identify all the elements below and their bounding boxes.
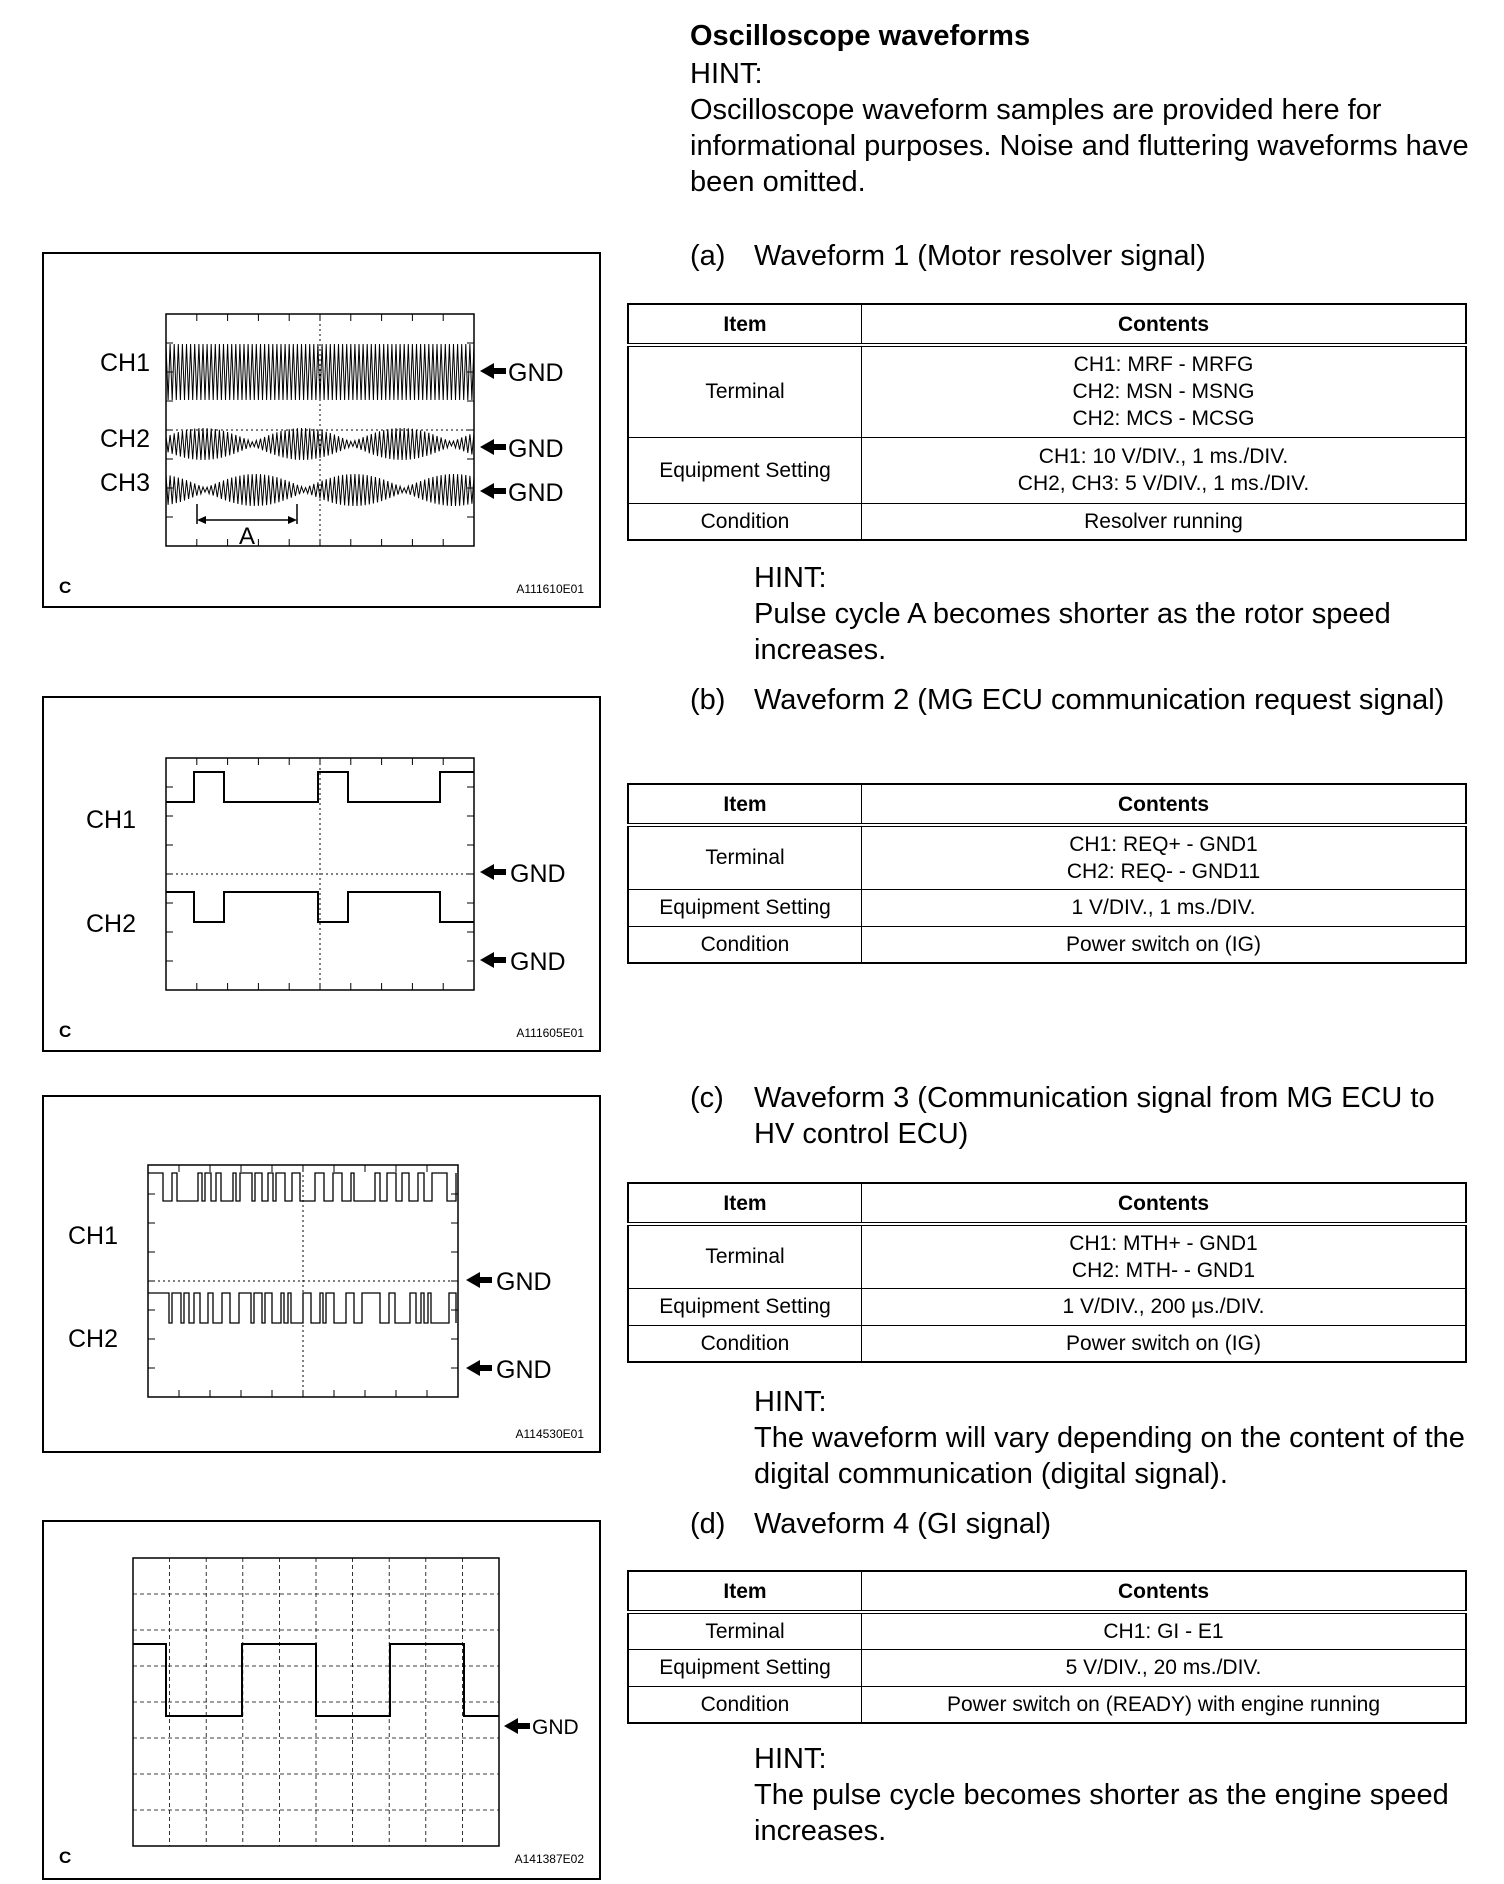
arrow-left-icon: [480, 864, 506, 880]
waveform-1-heading: [690, 238, 1470, 278]
channel-label: CH2: [86, 910, 137, 938]
waveform-1-svg: [44, 254, 599, 606]
hint-label: HINT:: [754, 562, 827, 594]
waveform-3-heading: [690, 1080, 1470, 1156]
contents-line: CH2, CH3: 5 V/DIV., 1 ms./DIV.: [1017, 472, 1310, 495]
table-cell-item: Terminal: [628, 1612, 862, 1649]
arrow-left-icon: [480, 439, 506, 455]
gnd-label: GND: [508, 479, 564, 507]
waveform-3-hint: [754, 1384, 1474, 1492]
table-cell-contents: Resolver running: [862, 503, 1467, 540]
figure-id: A114530E01: [515, 1427, 584, 1441]
intro-text: Oscilloscope waveform samples are provided here for informational purposes. Noise and fluttering waveforms have been omitted.: [690, 94, 1469, 198]
table-cell-item: Condition: [628, 1686, 862, 1723]
arrow-left-icon: [466, 1272, 492, 1288]
contents-line: CH2: REQ- - GND11: [1066, 859, 1261, 883]
table-header-contents: Contents: [862, 304, 1467, 345]
hint-label: HINT:: [690, 58, 763, 90]
waveform-1-table: [627, 303, 1467, 541]
waveform-2-heading: [690, 682, 1470, 758]
channel-label: CH2: [100, 425, 151, 453]
channel-label: CH3: [100, 469, 151, 497]
section-intro: [690, 56, 1480, 200]
ch2-trace: [166, 892, 474, 922]
channel-label: CH1: [100, 349, 151, 377]
waveform-traces: [148, 1173, 456, 1323]
gnd-label: GND: [508, 359, 564, 387]
table-cell-item: Equipment Setting: [628, 1649, 862, 1686]
waveform-4-svg: [44, 1522, 599, 1878]
waveform-2-title: Waveform 2 (MG ECU communication request signal): [754, 684, 1445, 716]
table-cell-contents: 1 V/DIV., 1 ms./DIV.: [862, 889, 1467, 926]
table-row: [628, 437, 1466, 503]
table-cell-item: Terminal: [628, 345, 862, 437]
arrow-left-icon: [480, 363, 506, 379]
waveform-4-label: (d): [690, 1508, 726, 1540]
waveform-3-label: (c): [690, 1082, 724, 1114]
table-row: [628, 503, 1466, 540]
figure-corner-mark: C: [59, 1022, 72, 1041]
table-cell-item: Terminal: [628, 1224, 862, 1288]
gnd-label: GND: [510, 948, 566, 976]
table-row: [628, 1325, 1466, 1362]
table-cell-item: Condition: [628, 503, 862, 540]
arrow-left-icon: [466, 1360, 492, 1376]
waveform-2-figure: [42, 696, 601, 1052]
ch1-trace: [148, 1173, 456, 1201]
table-header-contents: Contents: [862, 784, 1467, 825]
table-row: [628, 889, 1466, 926]
waveform-1-figure: [42, 252, 601, 608]
waveform-3-table: [627, 1182, 1467, 1363]
contents-line: CH2: MCS - MCSG: [1072, 407, 1255, 431]
table-row: [628, 1686, 1466, 1723]
table-header-item: Item: [628, 784, 862, 825]
table-header-item: Item: [628, 304, 862, 345]
figure-id: A141387E02: [514, 1852, 584, 1866]
table-row: [628, 1224, 1466, 1288]
table-cell-item: Condition: [628, 926, 862, 963]
waveform-1-hint: [754, 560, 1474, 668]
contents-line: CH2: MSN - MSNG: [1072, 380, 1255, 404]
table-cell-contents: [862, 825, 1467, 889]
waveform-2-label: (b): [690, 684, 726, 716]
arrow-left-icon: [504, 1718, 530, 1734]
section-title: Oscilloscope waveforms: [690, 20, 1031, 52]
hint-label: HINT:: [754, 1743, 827, 1775]
waveform-3-figure: [42, 1095, 601, 1453]
table-cell-contents: 5 V/DIV., 20 ms./DIV.: [862, 1649, 1467, 1686]
contents-line: CH1: MRF - MRFG: [1073, 353, 1254, 377]
contents-line: CH1: MTH+ - GND1: [1069, 1231, 1258, 1255]
ch1-trace: [166, 772, 474, 802]
table-cell-contents: Power switch on (IG): [862, 926, 1467, 963]
waveform-4-heading: [690, 1506, 1470, 1546]
waveform-2-svg: [44, 698, 599, 1050]
channel-label: CH1: [68, 1222, 119, 1250]
table-row: [628, 825, 1466, 889]
gnd-label: GND: [508, 435, 564, 463]
waveform-4-hint: [754, 1741, 1474, 1849]
table-cell-contents: [862, 1224, 1467, 1288]
table-row: [628, 1288, 1466, 1325]
waveform-4-figure: [42, 1520, 601, 1880]
marker-label: A: [239, 523, 256, 550]
table-cell-contents: [862, 437, 1467, 503]
table-row: [628, 1649, 1466, 1686]
waveform-2-table: [627, 783, 1467, 964]
hint-label: HINT:: [754, 1386, 827, 1418]
waveform-1-title: Waveform 1 (Motor resolver signal): [754, 240, 1206, 272]
waveform-3-svg: [44, 1097, 599, 1451]
pulse-cycle-marker: [197, 504, 297, 524]
figure-id: A111610E01: [516, 582, 584, 596]
table-cell-item: Equipment Setting: [628, 889, 862, 926]
table-cell-item: Terminal: [628, 825, 862, 889]
gnd-label: GND: [532, 1716, 579, 1739]
hint-text: The pulse cycle becomes shorter as the engine speed increases.: [754, 1779, 1449, 1847]
figure-corner-mark: C: [59, 578, 72, 597]
contents-line: CH1: 10 V/DIV., 1 ms./DIV.: [1038, 445, 1289, 468]
table-header-item: Item: [628, 1571, 862, 1612]
table-cell-item: Equipment Setting: [628, 437, 862, 503]
contents-line: CH2: MTH- - GND1: [1071, 1258, 1256, 1282]
ch2-trace: [148, 1293, 456, 1323]
waveform-3-title: Waveform 3 (Communication signal from MG ECU to HV control ECU): [754, 1082, 1435, 1150]
waveform-4-table: [627, 1570, 1467, 1724]
figure-corner-mark: C: [59, 1848, 72, 1867]
arrow-left-icon: [480, 483, 506, 499]
scope-ticks: [166, 314, 474, 546]
contents-line: CH1: REQ+ - GND1: [1069, 832, 1258, 856]
gnd-label: GND: [496, 1356, 552, 1384]
table-cell-item: Equipment Setting: [628, 1288, 862, 1325]
ch1-trace: [166, 344, 474, 400]
table-header-contents: Contents: [862, 1183, 1467, 1224]
arrow-left-icon: [480, 952, 506, 968]
table-header-item: Item: [628, 1183, 862, 1224]
scope-ticks: [166, 758, 474, 990]
table-cell-contents: CH1: GI - E1: [862, 1612, 1467, 1649]
channel-label: CH1: [86, 806, 137, 834]
scope-ticks: [148, 1165, 458, 1397]
channel-label: CH2: [68, 1325, 119, 1353]
table-cell-contents: Power switch on (READY) with engine running: [862, 1686, 1467, 1723]
table-row: [628, 926, 1466, 963]
gi-signal-trace: [133, 1644, 499, 1716]
table-row: [628, 1612, 1466, 1649]
table-row: [628, 345, 1466, 437]
gnd-label: GND: [496, 1268, 552, 1296]
table-cell-item: Condition: [628, 1325, 862, 1362]
hint-text: Pulse cycle A becomes shorter as the rotor speed increases.: [754, 598, 1391, 666]
hint-text: The waveform will vary depending on the content of the digital communication (digital signal).: [754, 1422, 1465, 1490]
table-header-contents: Contents: [862, 1571, 1467, 1612]
table-cell-contents: Power switch on (IG): [862, 1325, 1467, 1362]
table-cell-contents: 1 V/DIV., 200 µs./DIV.: [862, 1288, 1467, 1325]
table-cell-contents: [862, 345, 1467, 437]
waveform-1-label: (a): [690, 240, 726, 272]
waveform-4-title: Waveform 4 (GI signal): [754, 1508, 1052, 1540]
gnd-label: GND: [510, 860, 566, 888]
figure-id: A111605E01: [516, 1026, 584, 1040]
